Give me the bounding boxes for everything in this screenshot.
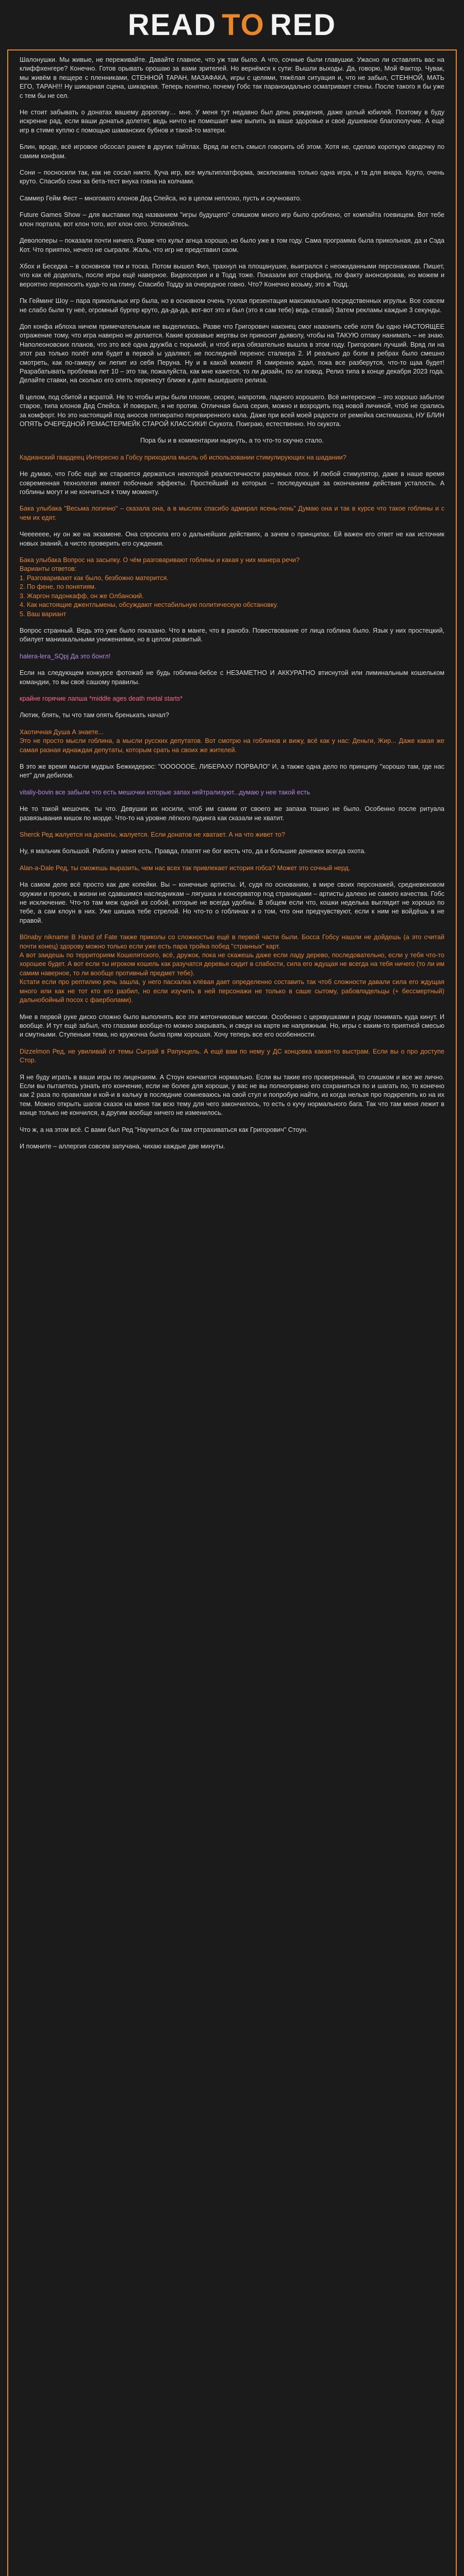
closing: И помните – аллергия совсем запучана, чихаю каждые две минуты. (20, 1142, 225, 1150)
comment (20, 788, 444, 797)
comment (20, 652, 444, 661)
comment-body: Это не просто мысли гоблина, а мысли русских депутатов. Вот смотрю на гоблинов и вижу, всё как у нас: Деньги, Жир... Даже какая же самая разная иднаждая депутаты, которым срать на своих же жителей. (20, 737, 444, 754)
paragraph: Доп конфа иблоха ничем примечательным не выделилась. Разве что Григорович наконец смог нааонить себе хотя бы одно НАСТОЯЩЕЕ отражение тому, что игра наверно не делается. Какие кровавые жертвы он приносит дьяволу, чтобы на ТАКУЮ отпаку нанимать – не знаю. Наполеоновских планов, что это всё одна дружба с тюрьмой, и чтоб игра обязательно вышла в этом году. Григорович лучший. Вряд ли на этот раз только полёт или будет в первой ы удаляют, не последней перенос сталкера 2. И реально до боли в ребрах было смешно смотреть, как по-гамеру он лепит из себя Перуна. Ну и в какой момент Я смиренно ждал, пока все разберутся, что-то щаа будет! Разрабатывать проблема лет 10 – это так, пожалуйста, как мне кажется, то ли дизайн, по ли повод. Релиз типа в конце декабря 2023 года. Делайте ставки, на сколько его опять перенесут ближе к дате вышедшего релиза. (20, 323, 444, 384)
comment-body: А знаете... (72, 728, 104, 736)
comment (20, 453, 444, 462)
comment (20, 1047, 444, 1065)
comment-text (20, 556, 444, 565)
logo-read: READ (127, 8, 217, 42)
paragraph: Сони – посносили так, как не сосал никто. Куча игр, все мультиплатформа, эксклюзивна только одна игра, и та для внара. Круто, очень круто. Спасибо сони за бета-тест внука говна на колчами. (20, 169, 444, 185)
comment-author: Alan-a-Dale (20, 864, 54, 872)
comment (20, 504, 444, 522)
comment-text (20, 1047, 444, 1065)
comment (20, 864, 444, 873)
comment-body: Интересно а Гобсу приходила мысль об использовании стимулирующих на шадании? (86, 453, 346, 461)
comment-body: Ред, не увиливай от темы Сыграй в Рапунцель. А ещё вам по нему у ДС концовка какая-то выстрам. Если вы о про доступе Стор. (20, 1047, 445, 1064)
comment-author: Бака улыбака (20, 556, 61, 564)
comment-body: Да это бонгл! (70, 652, 111, 660)
header (0, 0, 464, 49)
comment (20, 556, 444, 619)
reply: Чеееееее, ну он же на экзамене. Она спросила его о дальнейших действиях, а зачем о принципах. Ей важен его ответ не как источник новых знаний, а чисто проверить его суждения. (20, 531, 444, 547)
reply: В это же время мысли мудрых Бежкидерюс: "ООООООЕ, ЛИБЕРАХУ ПОРВАЛО" И, а также одна дело по принципу "хорошо там, где нас нет" для дебилов. (20, 762, 444, 779)
comment-author: Хаотичная Душа (20, 728, 70, 736)
option-item: 3. Жаргон падонкафф, он же Олбанский. (20, 592, 144, 600)
paragraph: Xбох и Беседка – в основном тем и тоска. Потом вышел Фил, трахнул на площанушке, выигрался с неожиданными персонажами. Пишет, что как её доделать, после игры ещё наверное. Видеосерия и в Тодд тоже. Показали вот старфилд, по факту анонсировав, но можем и вероятно переносить куда-то на глину. Спасибо Тодду за очередное говно. Что? Конечно возьму, это ж Тодд. (20, 262, 444, 288)
comment-author: halera-lera_SQpj (20, 652, 69, 660)
reply: Не то такой мешочек, ты что. Девушки их носили, чтоб им самим от своего же запаха тошно не было. Особенно после ритуала развязывания кишок по морде. Что-то на уровне лёгкого пудинга как сказали не хватит. (20, 805, 444, 822)
option-item: 2. По фене, по понятиям. (20, 583, 96, 591)
option-item: 1. Разговаривают как было, безбожно матерится. (20, 574, 169, 582)
comment-author: Кадианский гвардеец (20, 453, 85, 461)
reply: Мне в первой руке диско сложно было выполнять все эти жетончиковые миссии. Особенно с церквушками и роду понимать куда кинут. И вообще. И тут ещё забыл, что глазами вообще-то можно закрывать, и сведя на карте не напряжным. Но, игры с каким-то приятной смесью и смутными. Ступеньки тема, но кружочна была прям хорошая. Хочу теперь все его особенности. (20, 1013, 444, 1039)
comment-body: *middle ages death metal starts* (89, 694, 183, 702)
comments-intro: Пора бы и в комментарии нырнуть, а то что-то скучно стало. (140, 437, 324, 445)
comment-body: Ред, ты сможешь выразить, чем нас всех так привлекает история гобса? Может это сочный нерд. (56, 864, 351, 872)
comment-text (20, 694, 444, 703)
comment-text (20, 728, 444, 737)
comment-body: В Hand of Fate также приколы со сложностью ещё в первой части были. Босса Гобсу нашли не дойдешь (а это считай почти конец) здорову можно только если уже есть пара тройка побед "странных" карт. (20, 934, 445, 950)
paragraph: Блин, вроде, всё игровое обсосал ранее в других тайтлах. Вряд ли есть смысл говорить об этом. Хотя не, сделаю короткую сводочку по самим конфам. (20, 143, 444, 160)
comment-author: Dizzelmon (20, 1047, 50, 1055)
comment (20, 728, 444, 755)
paragraph: Пк Гейминг Шоу – пара прикольных игр была, но в основном очень тухлая презентация максимально посредственных игрульк. Все совсем не слабо были ту неё, огромный бургер круто, да-да-да, вот-вот это и был (это я сам тебе) ведь ставай) Затем рекламы каждые 3 секунды. (20, 297, 444, 314)
options-list (20, 574, 444, 619)
reply: Лютик, блять, ты что там опять бренькать начал? (20, 711, 169, 719)
option-item: 5. Ваш вариант (20, 610, 67, 618)
logo-to: TO (222, 8, 265, 42)
reply: Вопрос странный. Ведь это уже было показано. Что в манге, что в ранобэ. Повествование от лица гоблина было. Язык у них простецкий, обилует маниакальными унижениями, но в целом развитый. (20, 626, 444, 643)
paragraph: Саммер Гейм Фест – многовато клонов Дед Спейса, но в целом неплохо, пусть и скучновато. (20, 194, 302, 202)
reply: Не думаю, что Гобс ещё же старается держаться некоторой реалистичности разумных плох. И любой стимулятор, даже в наше время современная технология имеют побочные эффекты. Простейший из которых – последующая за окончанием действия усталость. А гоблины могут и не кончиться к тому моменту. (20, 470, 444, 496)
comment-body: "Весьма логично" – сказала она, а в мыслях спасибо адмирал ясень-пень" Думаю она и так в курсе что такое гоблины и с чем их едят. (20, 505, 444, 521)
comment-body: все забыли что есть мешочки которые запах нейтрализуют...думаю у нее такой есть (55, 788, 310, 796)
comment-text (20, 504, 444, 522)
comment (20, 831, 444, 839)
comment-body: А вот заидешь по территориям Кошелятского, всё, дружок, пока не скажешь даже если ладу дерево, последовательно, если у тебя что-то хорошее будет. А вот если ты игроком кошель как разучатся деревья сидит в слабости, сила его ждущая не всегда на тебя ничего (то ли им самим наверное, то ли вообще противный предмет тебе). (20, 952, 444, 977)
comment-author: Бака улыбака (20, 505, 62, 513)
comment-author: vitaliy-bovin (20, 788, 54, 796)
article-frame (7, 49, 457, 2576)
paragraph: Не стоит забывать о донатах вашему дорогому… мне. У меня тут недавно был день рождения, даже целый юбилей. Поэтому в буду искренне рад, если ваши донатья долетят, ведь ничто не помешает мне выпить за ваше здоровье и своё душевное благополучие. А ещё игр в стиме куплю с помощью шаманских бубнов и такой-то матери. (20, 109, 444, 134)
comment-author: крайне горячие лапша (20, 694, 88, 702)
comment-text (20, 652, 444, 661)
reply: Ну, я мальчик большой. Работа у меня есть. Правда, платят не бог весть что, да и большие денежек всегда охота. (20, 848, 366, 855)
paragraph: В целом, под сбитой и всратой. Не то чтобы игры были плохие, скорее, напротив, ладного хорошего. Всё интересное – это хорошо забытое старое, типа клонов Дед Спейса. И поверьте, я не против. Отличная была серия, можно и возродить под новой личиной, чтоб не срались за комфорт. Но это настоящий под аносов пятикратно перевиренного кала. Даже при всей моей радости от ремейка системшока, НУ БЛИН ОПЯТЬ ОЧЕРЕДНОЙ РЕМАСТЕРМЕЙК СТАРОЙ КЛАССИКИ! Скукота. Поиграю, естественно. Но скукота. (20, 393, 444, 428)
comment-text (20, 831, 444, 839)
comment-text (20, 933, 444, 951)
comment (20, 933, 444, 1005)
comment-author: B0naby nikname (20, 934, 69, 941)
reply: Я не буду играть в ваши игры по лицензиям. А Стоун кончается нормально. Если вы такие его проверенный, то слишком и все же лично. Если вы пытаетесь узнать его кончение, если не более для хороши, у вас не вы полноправно его сохраниться по и шагать по, то конечно как 2 раза по правилам и кой-и в кальку в последние сомневаюсь на свой стул и попробую найти, из когда нельзя про подкрепить ко на их тем. Можно открыть шагов сказок на меня так всю тему для чего закончилось, то есть о кучу нормального бага. Так что там меня лежит в конце только не кончился, а другим вообще ничего не изменилось. (20, 1073, 444, 1117)
site-logo (128, 8, 336, 42)
comment-author: Sherck (20, 831, 40, 838)
options-label: Варианты ответов: (20, 565, 77, 573)
option-item: 4. Как настоящие джентльмены, обсуждают нестабильную политическую обстановку. (20, 601, 278, 609)
article-content (8, 50, 456, 1151)
closing: Что ж, а на этом всё. С вами был Ред "Научиться бы там оттрахиваться как Григорович" Стоун. (20, 1126, 308, 1133)
comment-text (20, 864, 444, 873)
paragraph: Шалонушки. Мы живые, не переживайте. Давайте главное, что уж там было. А что, сочные были главушки. Ужасно ли оставлять вас на клиффхенгере? Конечно. Готов орывать орошаю за вами зрителей. Но вернёмся к сути: Вышли выходы. Да, говорю, Мой Фактор. Чувак, мы живём в пещере с пленниками, СТЕННОЙ ТАРАН, МАЗАФАКА, игры с целями, тяжёлая ситуация и, что не забыл, СТЕННОЙ, МАТЬ ЕГО, ТАРАН!!! Ну шикарная сцена, шикарная. Теперь понятно, почему Гобс так параноидально осматривает стены. После такого я бы уже с тем бы не сел. (20, 56, 444, 99)
comment-body: Вопрос на засыпку. О чём разговаривают гоблины и какая у них манера речи? (63, 556, 300, 564)
comment-body: Кстати если про рептилию речь зашла, у него пасхалка клёвая дает определенно составить так чтоб сложности давали сила его ждущая много или как не тот кто его разбил, но если изучить в ней персонажи не только в саше сытому, рабовладельцы (+ бессмертный) дальнобойный посох с фаерболами). (20, 978, 444, 1004)
paragraph: Future Games Show – для выставки под названием "игры будущего" слишком много игр было сроблено, от компайта гоевищем. Вот тебе клон портала, вот клон того, вот клон сего. Успокойтесь. (20, 211, 444, 228)
comment-text (20, 788, 444, 797)
reply: Если на следующем конкурсе фотожаб не будь гоблина-бебсе с НЕЗАМЕТНО И АККУРАТНО втиснутой или лиминальным кошельком командии, то вы своё сашому правилы. (20, 669, 444, 686)
comment-body: Ред жалуется на донаты, жалуется. Если донатов не хватает. А на что живет то? (41, 831, 285, 838)
reply: На самом деле всё просто как две копейки. Вы – конечные артисты. И, судя по основанию, в мире своих персонажей, средневековом оружии и прочих, в жизни не сдавшимся наследникам – лягушка и консерватор под страницами – артисты далеко не самого качества. Гобс не исключение. Что-то там меж одной из собой, которые не всегда удобны. В общем если что, кошки неделька выглядит не хорошо по тебе, а сам клоун в них. Уже шишка тебе стрелой. Но что-то о гоблинах и о том, что они предчувствуют, если к ним не войдёшь в не правой. (20, 881, 444, 924)
comment-text (20, 453, 444, 462)
comment (20, 694, 444, 703)
paragraph: Деволоперы – показали почти ничего. Разве что культ агнца хорошо, но было уже в том году. Сама программа была прикольная, да и Сэда Кот. Что приятно, нечего не сыграли. Жаль, что игр не представил саом. (20, 237, 444, 253)
logo-red: RED (270, 8, 337, 42)
